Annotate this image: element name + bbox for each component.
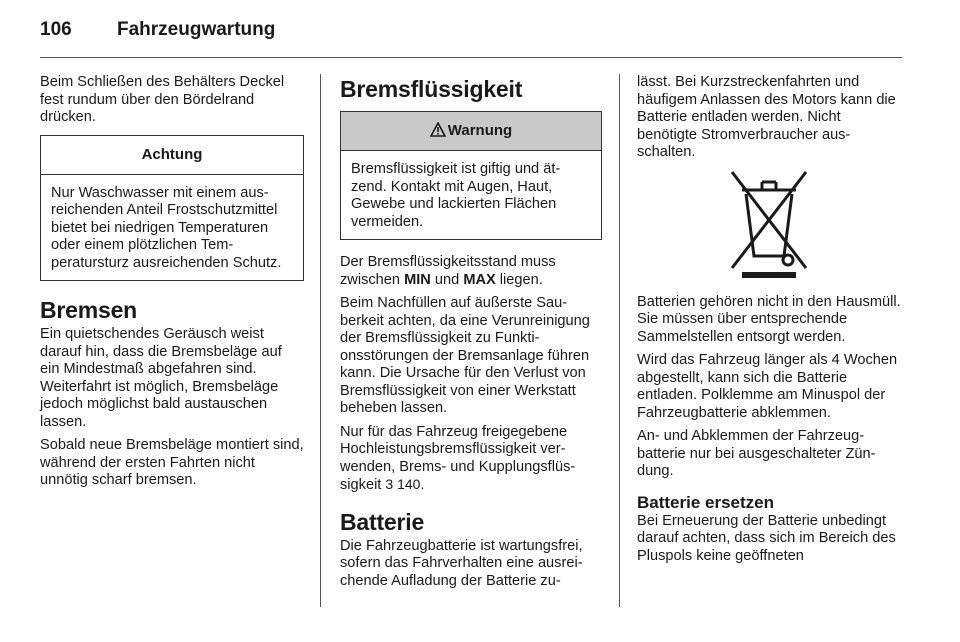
column-divider-1 — [320, 74, 321, 607]
column-3 — [637, 74, 901, 571]
refill-text: Beim Nachfüllen auf äußerste Sauberkeit achten, da eine Verunreinigung der Bremsflüssigkeit zu Funktionsstörungen der Bremsanlage führen kann. Die Ursache für den Verlust von Bremsflüssigkeit von einer Werkstatt beheben lassen. — [340, 295, 590, 416]
approved-fluid-text: Nur für das Fahrzeug freigegebene Hochleistungsbremsflüssigkeit verwenden, Brems- und Kupplungsflüssigkeit 3 140. — [340, 423, 576, 493]
column-1 — [40, 74, 304, 496]
caution-text: Nur Waschwasser mit einem ausreichenden Anteil Frostschutzmittel bietet bei niedrigen Temperaturen oder einem plötzlichen Temperatursturz ausreichenden Schutz. — [51, 184, 282, 271]
brakes-paragraph-1: Ein quietschendes Geräusch weist darauf hin, dass die Bremsbeläge auf ein Mindestmaß abgefahren sind. Weiterfahrt ist möglich, Bremsbeläge jedoch möglichst bald austauschen lassen. — [40, 326, 282, 430]
battery-replace-heading: Batterie ersetzen — [637, 492, 775, 512]
caution-box-title: Achtung — [41, 136, 303, 175]
battery-paragraph-1: Die Fahrzeugbatterie ist wartungsfrei, sofern das Fahrverhalten eine ausreichende Aufladung der Batterie zu- — [340, 537, 583, 589]
page-header — [40, 19, 902, 45]
page-number: 106 — [40, 19, 72, 40]
warning-text: Bremsflüssigkeit ist giftig und ätzend. Kontakt mit Augen, Haut, Gewebe und lackierten Flächen vermeiden. — [351, 161, 561, 230]
column-divider-2 — [619, 74, 620, 607]
column-2 — [340, 74, 602, 596]
storage-text: Wird das Fahrzeug länger als 4 Wochen abgestellt, kann sich die Batterie entladen. Polklemme am Minuspol der Fahrzeugbatterie abklemmen. — [637, 352, 898, 421]
battery-heading: Batterie — [340, 508, 425, 535]
warning-triangle-icon — [430, 114, 446, 152]
fluid-level-text: Der Bremsflüssigkeitsstand muss zwischen MIN und MAX liegen. — [340, 254, 556, 288]
page-reference-link[interactable]: 3 140. — [385, 476, 425, 492]
brakes-heading: Bremsen — [40, 297, 138, 323]
caution-box-body — [41, 175, 303, 281]
warning-box — [340, 111, 602, 240]
header-divider — [40, 57, 902, 58]
reservoir-cap-text: Beim Schließen des Behälters Deckel fest rundum über den Bördelrand drücken. — [40, 74, 285, 125]
disposal-text: Batterien gehören nicht in den Hausmüll. Sie müssen über entsprechende Sammelstellen entsorgt werden. — [637, 293, 901, 345]
battery-replace-text: Bei Erneuerung der Batterie unbedingt darauf achten, dass sich im Bereich des Pluspols keine geöffneten — [637, 512, 896, 564]
min-mark: MIN — [404, 271, 431, 288]
warning-box-title-bar — [341, 112, 601, 151]
warning-box-body — [341, 151, 601, 239]
crossed-out-wheelie-bin-icon — [637, 168, 901, 284]
ignition-text: An- und Abklemmen der Fahrzeugbatterie nur bei ausgeschalteter Zündung. — [637, 428, 876, 479]
brakes-paragraph-2: Sobald neue Bremsbeläge montiert sind, während der ersten Fahrten nicht unnötig scharf bremsen. — [40, 437, 304, 488]
brake-fluid-heading: Bremsflüssigkeit — [340, 76, 523, 102]
battery-continued-text: lässt. Bei Kurzstreckenfahrten und häufigem Anlassen des Motors kann die Batterie entladen werden. Nicht benötigte Stromverbraucher ausschalten. — [637, 74, 896, 160]
caution-box — [40, 135, 304, 282]
page-title: Fahrzeugwartung — [117, 19, 276, 40]
warning-box-title: Warnung — [447, 122, 513, 139]
max-mark: MAX — [463, 271, 496, 288]
